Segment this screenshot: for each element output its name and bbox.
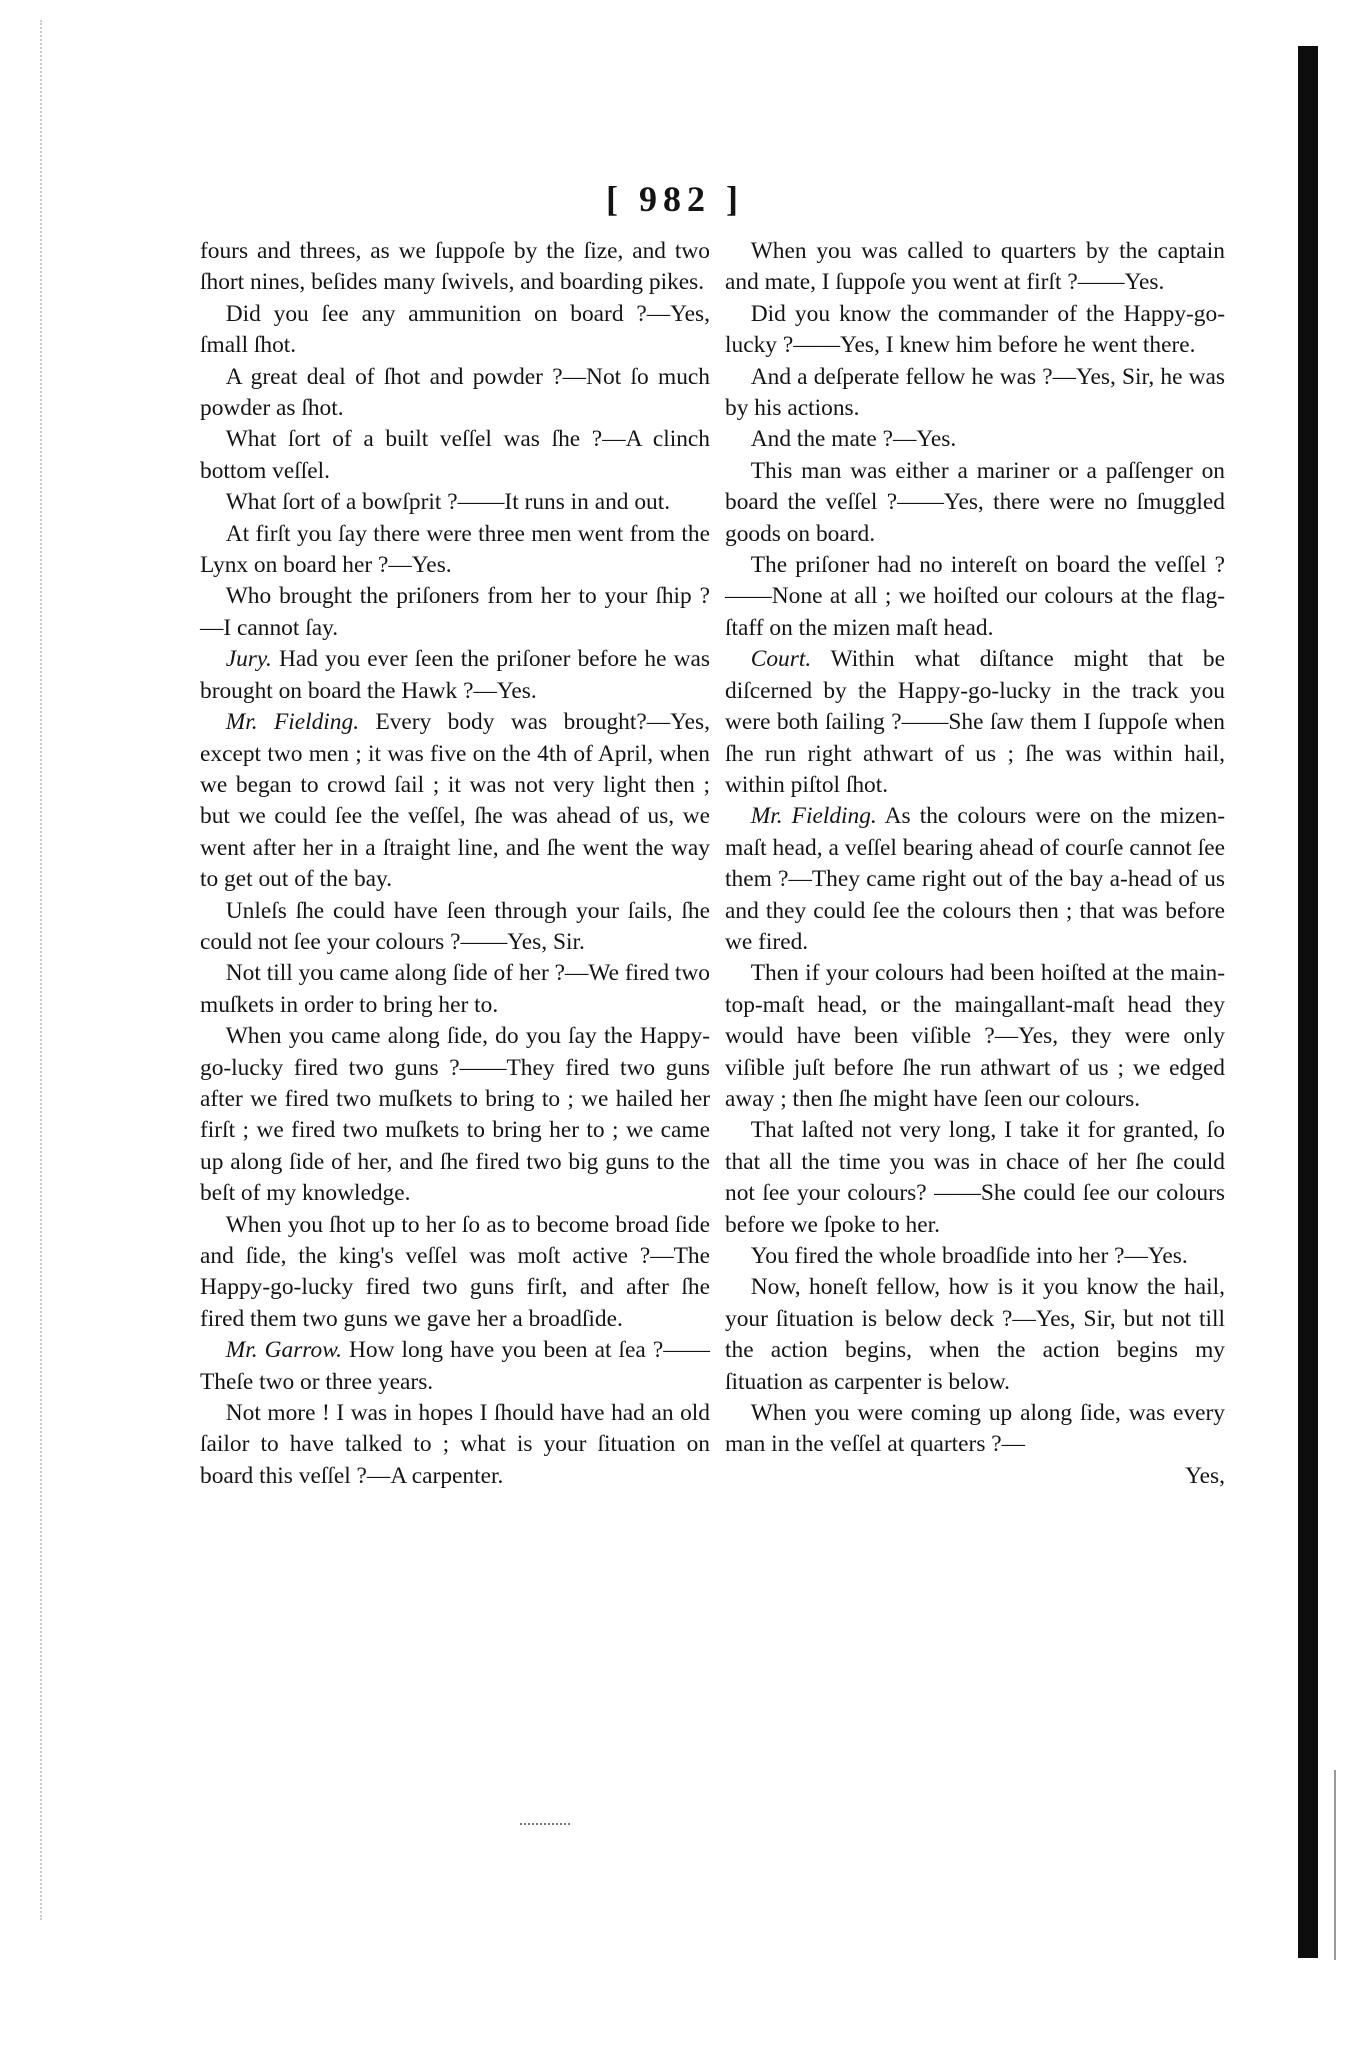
paragraph-text: When you ſhot up to her ſo as to become broad ſide and ſide, the king's veſſel was moſt active ?—The Happy-go-lucky fired two guns firſt, and after ſhe fired them two guns we gave her a broadſide.: [200, 1211, 710, 1332]
paragraph-text: That laſted not very long, I take it for granted, ſo that all the time you was in chace of her ſhe could not ſee your colours? ——She could ſee our colours before we ſpoke to her.: [725, 1117, 1225, 1238]
paragraph-text: As the colours were on the mizen-maſt head, a veſſel bearing ahead of courſe cannot ſee them ?—They came right out of the bay a-head of us and they could ſee the colours then ; that was before we fired.: [725, 803, 1225, 955]
paragraph: [200, 896, 710, 959]
scan-edge-shadow: [1298, 46, 1318, 1958]
speaker-label: Mr. Garrow.: [225, 1337, 342, 1364]
speaker-label: Mr. Fielding.: [750, 803, 877, 830]
paragraph-text: fours and threes, as we ſuppoſe by the ſize, and two ſhort nines, beſides many ſwivels, and boarding pikes.: [200, 238, 710, 296]
paragraph: [725, 1115, 1225, 1241]
paragraph-text: Every body was brought?—Yes, except two men ; it was five on the 4th of April, when we began to crowd ſail ; it was not very light then ; but we could ſee the veſſel, ſhe was ahead of us, we went after her in a ſtraight line, and ſhe went the way to get out of the bay.: [200, 709, 710, 893]
paragraph-text: When you was called to quarters by the captain and mate, I ſuppoſe you went at firſt ?——Yes.: [725, 238, 1225, 296]
paragraph-text: Did you know the commander of the Happy-go-lucky ?——Yes, I knew him before he went there.: [725, 300, 1225, 359]
paragraph: [200, 644, 710, 707]
paragraph: [725, 801, 1225, 958]
paragraph: [725, 1398, 1225, 1461]
left-text-column: [200, 236, 710, 1492]
paragraph-text: How long have you been at ſea ?——Theſe two or three years.: [200, 1337, 710, 1395]
paragraph-text: And the mate ?—Yes.: [750, 426, 957, 453]
paragraph: [725, 644, 1225, 801]
paragraph-text: Not till you came along ſide of her ?—We fired two muſkets in order to bring her to.: [200, 960, 710, 1018]
paragraph-text: Had you ever ſeen the priſoner before he was brought on board the Hawk ?—Yes.: [200, 646, 710, 704]
paragraph-text: When you came along ſide, do you ſay the Happy-go-lucky fired two guns ?——They fired two guns after we fired two muſkets to bring to ; we hailed her firſt ; we fired two muſkets to bring her to ; we came up along ſide of her, and ſhe fired two big guns to the beſt of my knowledge.: [200, 1023, 710, 1207]
speaker-label: Jury.: [225, 646, 272, 673]
paragraph: [725, 958, 1225, 1115]
paragraph-text: Who brought the priſoners from her to your ſhip ?—I cannot ſay.: [200, 583, 710, 641]
paragraph: [725, 1241, 1225, 1272]
paragraph-text: Now, honeſt fellow, how is it you know the hail, your ſituation is below deck ?—Yes, Sir, but not till the action begins, when the action begins my ſituation as carpenter is below.: [725, 1274, 1225, 1395]
paragraph: [200, 1398, 710, 1492]
paragraph: [200, 707, 710, 895]
paragraph: [200, 519, 710, 582]
paragraph: [200, 581, 710, 644]
right-margin-scan-line: [1334, 1770, 1336, 1960]
paragraph-text: This man was either a mariner or a paſſenger on board the veſſel ?——Yes, there were no ſmuggled goods on board.: [725, 457, 1225, 547]
paragraph-text: When you were coming up along ſide, was every man in the veſſel at quarters ?—: [725, 1400, 1225, 1458]
paragraph-text: At firſt you ſay there were three men went from the Lynx on board her ?—Yes.: [200, 520, 710, 579]
paragraph: [200, 362, 710, 425]
paragraph: [200, 1210, 710, 1336]
left-margin-scan-noise: [40, 20, 72, 1920]
paragraph-text: And a deſperate fellow he was ?—Yes, Sir, he was by his actions.: [725, 363, 1225, 422]
paragraph: [200, 958, 710, 1021]
page-number: [ 982 ]: [606, 179, 744, 219]
page-end-mark: [520, 1823, 570, 1825]
paragraph: [200, 1335, 710, 1398]
paragraph: [200, 236, 710, 299]
paragraph-text: The priſoner had no intereſt on board the veſſel ?——None at all ; we hoiſted our colours at the flag-ſtaff on the mizen maſt head.: [725, 552, 1225, 641]
paragraph-text: What ſort of a bowſprit ?——It runs in and out.: [225, 489, 671, 516]
paragraph: [725, 456, 1225, 550]
paragraph-text: Unleſs ſhe could have ſeen through your ſails, ſhe could not ſee your colours ?——Yes, Sir.: [200, 897, 710, 955]
paragraph-text: You fired the whole broadſide into her ?—Yes.: [750, 1243, 1188, 1269]
paragraph-text: What ſort of a built veſſel was ſhe ?—A clinch bottom veſſel.: [200, 426, 710, 484]
speaker-label: Mr. Fielding.: [225, 709, 360, 736]
paragraph: [725, 236, 1225, 299]
paragraph: [725, 1272, 1225, 1398]
catchword: Yes,: [1185, 1462, 1225, 1489]
paragraph: [200, 487, 710, 518]
paragraph: [200, 299, 710, 362]
right-text-column: [725, 236, 1225, 1492]
paragraph-text: Not more ! I was in hopes I ſhould have had an old ſailor to have talked to ; what is your ſituation on board this veſſel ?—A carpenter.: [200, 1400, 710, 1489]
paragraph: [725, 362, 1225, 425]
paragraph-text: Did you ſee any ammunition on board ?—Yes, ſmall ſhot.: [200, 300, 710, 359]
speaker-label: Court.: [750, 646, 812, 673]
paragraph: [725, 299, 1225, 362]
paragraph-text: A great deal of ſhot and powder ?—Not ſo much powder as ſhot.: [200, 363, 710, 422]
paragraph-text: Within what diſtance might that be diſcerned by the Happy-go-lucky in the track you were both ſailing ?——She ſaw them I ſuppoſe when ſhe run right athwart of us ; ſhe was within hail, within piſtol ſhot.: [725, 646, 1225, 798]
paragraph: [725, 424, 1225, 455]
paragraph-text: Then if your colours had been hoiſted at the main-top-maſt head, or the maingallant-maſt head they would have been viſible ?—Yes, they were only viſible juſt before ſhe run athwart of us ; we edged away ; then ſhe might have ſeen our colours.: [725, 960, 1225, 1112]
paragraph: [725, 550, 1225, 644]
paragraph: [200, 1021, 710, 1209]
paragraph: [200, 424, 710, 487]
